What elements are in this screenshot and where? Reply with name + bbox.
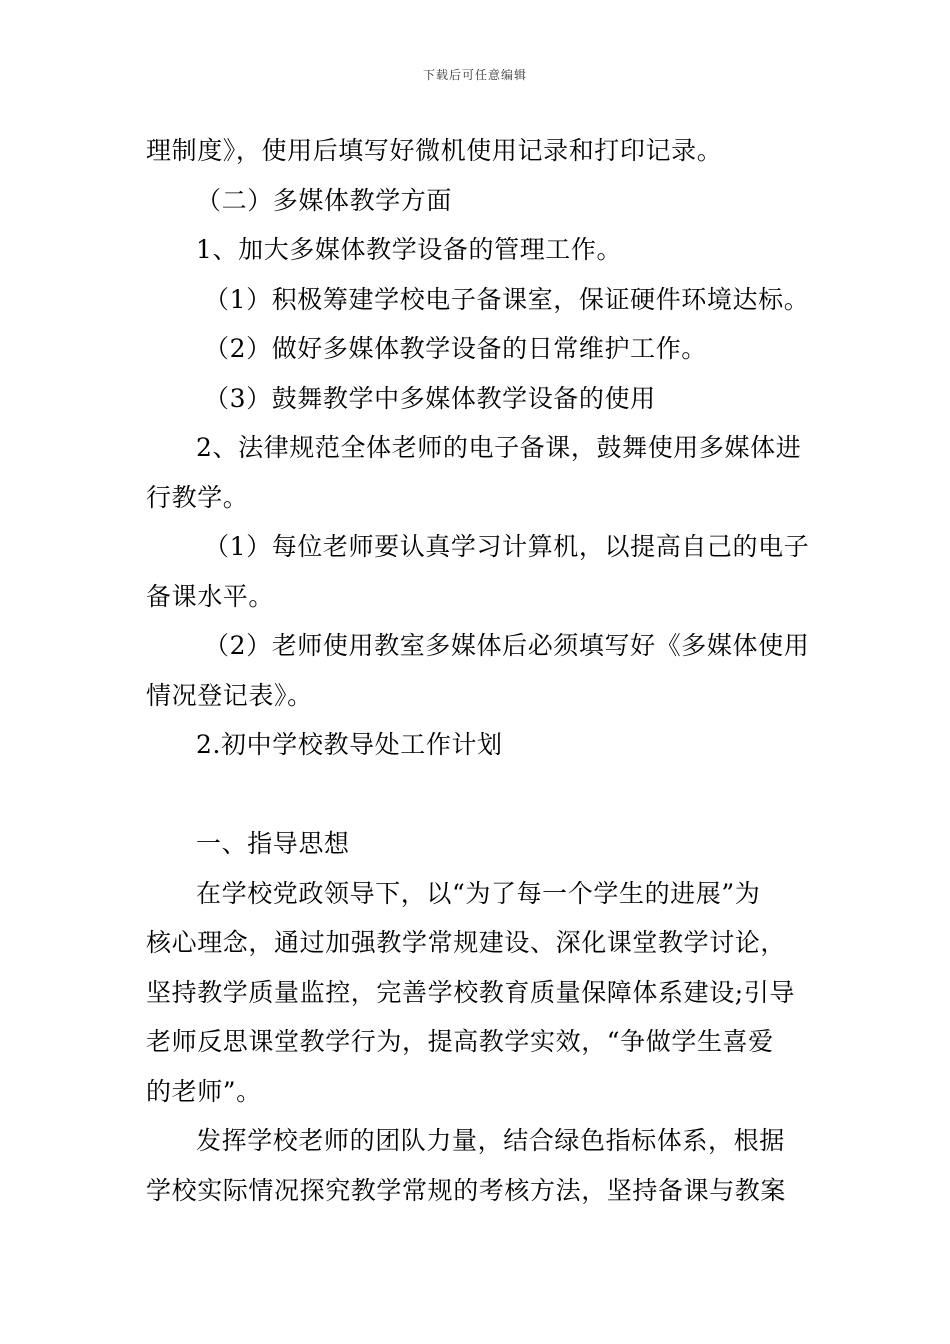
section-heading: （二）多媒体教学方面	[196, 185, 453, 215]
text-line: 的老师”。	[146, 1076, 262, 1106]
text-line: 备课水平。	[146, 581, 275, 611]
section-title: 2.初中学校教导处工作计划	[196, 730, 503, 759]
text-line: 在学校党政领导下，以“为了每一个学生的进展”为	[196, 878, 761, 908]
blank-line	[146, 770, 810, 820]
text-line: 学校实际情况探究教学常规的考核方法，坚持备课与教案	[146, 1175, 787, 1205]
text-line: （3）鼓舞教学中多媒体教学设备的使用	[204, 383, 656, 413]
text-line: 1、加大多媒体教学设备的管理工作。	[196, 235, 623, 264]
text-line: （2）做好多媒体教学设备的日常维护工作。	[204, 334, 707, 363]
text-line: 发挥学校老师的团队力量，结合绿色指标体系，根据	[196, 1126, 785, 1155]
text-line: 核心理念，通过加强教学常规建设、深化课堂教学讨论，	[146, 928, 787, 957]
text-line: 坚持教学质量监控，完善学校教育质量保障体系建设;引导	[146, 977, 796, 1007]
text-line: 理制度》，使用后填写好微机使用记录和打印记录。	[146, 136, 723, 165]
text-line: 老师反思课堂教学行为，提高教学实效，“争做学生喜爱	[146, 1027, 774, 1056]
text-line: 情况登记表》。	[146, 680, 313, 710]
text-line: （1）积极筹建学校电子备课室，保证硬件环境达标。	[204, 284, 810, 314]
text-line: 2、法律规范全体老师的电子备课，鼓舞使用多媒体进	[196, 433, 802, 462]
page-header: 下载后可任意编辑	[422, 68, 527, 82]
document-body	[146, 126, 810, 1215]
text-line: （1）每位老师要认真学习计算机，以提高自己的电子	[204, 532, 810, 561]
text-line: 行教学。	[146, 482, 249, 512]
text-line: （2）老师使用教室多媒体后必须填写好《多媒体使用	[204, 631, 810, 660]
section-heading: 一、指导思想	[196, 829, 350, 858]
